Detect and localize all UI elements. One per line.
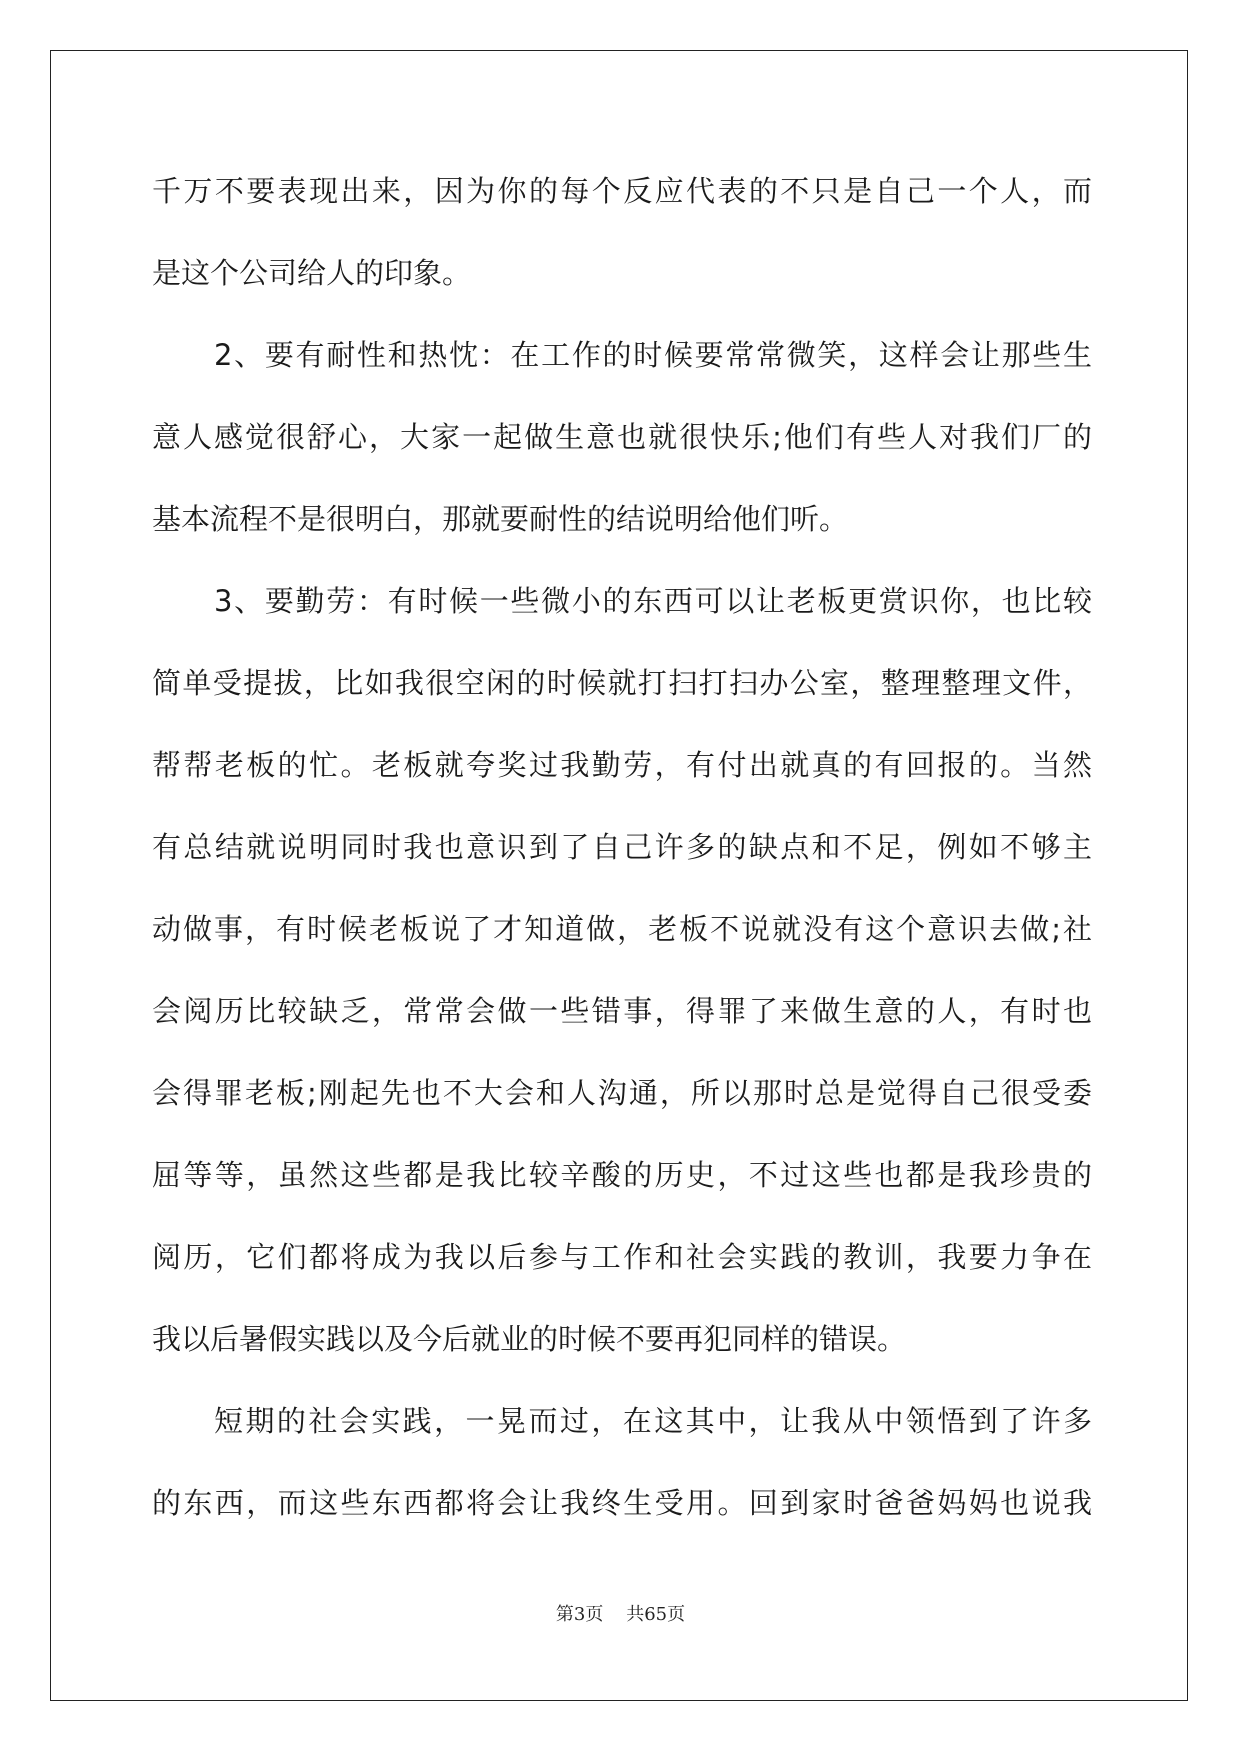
- text-line: 会阅历比较缺乏，常常会做一些错事，得罪了来做生意的人，有时也: [152, 994, 1092, 1028]
- text-line: 2、要有耐性和热忱：在工作的时候要常常微笑，这样会让那些生: [214, 338, 1092, 372]
- text-line: 千万不要表现出来，因为你的每个反应代表的不只是自己一个人，而: [152, 174, 1092, 208]
- text-line: 有总结就说明同时我也意识到了自己许多的缺点和不足，例如不够主: [152, 830, 1092, 864]
- text-line: 帮帮老板的忙。老板就夸奖过我勤劳，有付出就真的有回报的。当然: [152, 748, 1092, 782]
- total-pages: 共65页: [626, 1604, 686, 1625]
- text-line: 意人感觉很舒心，大家一起做生意也就很快乐;他们有些人对我们厂的: [152, 420, 1092, 454]
- text-line: 简单受提拔，比如我很空闲的时候就打扫打扫办公室，整理整理文件，: [152, 666, 1092, 700]
- page-footer: [0, 1600, 1241, 1626]
- text-line: 屈等等，虽然这些都是我比较辛酸的历史，不过这些也都是我珍贵的: [152, 1158, 1092, 1192]
- text-line: 是这个公司给人的印象。: [152, 256, 472, 290]
- text-line: 动做事，有时候老板说了才知道做，老板不说就没有这个意识去做;社: [152, 912, 1092, 946]
- text-line: 阅历，它们都将成为我以后参与工作和社会实践的教训，我要力争在: [152, 1240, 1092, 1274]
- text-line: 会得罪老板;刚起先也不大会和人沟通，所以那时总是觉得自己很受委: [152, 1076, 1092, 1110]
- text-line: 我以后暑假实践以及今后就业的时候不要再犯同样的错误。: [152, 1322, 907, 1356]
- document-body: [152, 162, 1092, 1556]
- page-number: 第3页: [555, 1604, 604, 1625]
- text-line: 基本流程不是很明白，那就要耐性的结说明给他们听。: [152, 502, 849, 536]
- text-line: 短期的社会实践，一晃而过，在这其中，让我从中领悟到了许多: [214, 1404, 1092, 1438]
- text-line: 3、要勤劳：有时候一些微小的东西可以让老板更赏识你，也比较: [214, 584, 1092, 618]
- text-line: 的东西，而这些东西都将会让我终生受用。回到家时爸爸妈妈也说我: [152, 1486, 1092, 1520]
